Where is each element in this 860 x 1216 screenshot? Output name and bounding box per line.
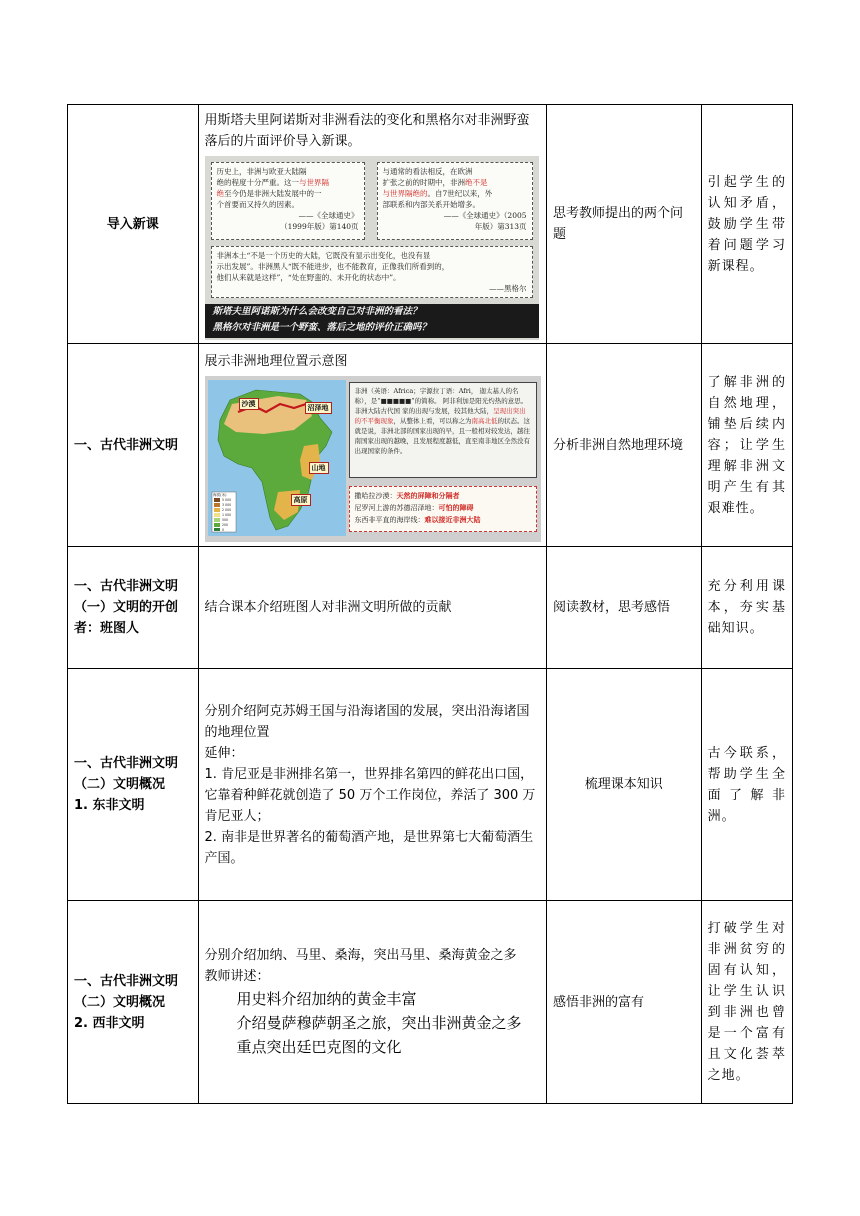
row5-substage: （二）文明概况 <box>74 994 166 1010</box>
map-label-swamp: 沼泽地 <box>305 402 332 414</box>
row3-activity: 阅读教材，思考感悟 <box>552 600 670 615</box>
row2-activity-cell <box>546 344 701 547</box>
quote-box-b: 与通常的看法相反，在欧洲 扩张之前的时期中，非洲绝不是 与世界隔绝的。自7世纪以来，外 部联系和内部关系开始增多。 ——《全球通史》（2005 年版）第313页 <box>377 162 533 240</box>
table-row <box>68 669 793 901</box>
row4-section: 1. 东非文明 <box>74 798 145 813</box>
table-row <box>68 344 793 547</box>
quote-box-a: 历史上，非洲与欧亚大陆隔 绝的程度十分严重。这一与世界隔 绝至今仍是非洲大陆发展中的一 个首要而又持久的因素。 ——《全球通史》 （1999年版）第140页 <box>211 162 365 240</box>
elev-value: 500 <box>221 517 228 522</box>
row4-activity-cell <box>546 669 701 901</box>
row4-line: 1. 肯尼亚是非洲排名第一，世界排名第四的鲜花出口国，它靠着种鲜花就创造了 50 万个工作岗位，养活了 300 万肯尼亚人； <box>204 766 536 824</box>
row4-line: 分别介绍阿克苏姆王国与沿海诸国的发展，突出沿海诸国的地理位置 <box>204 703 530 740</box>
row5-stage: 一、古代非洲文明 <box>74 973 179 989</box>
row5-activity-cell <box>546 901 701 1104</box>
row4-content-cell <box>198 669 546 901</box>
row1-activity: 思考教师提出的两个问题 <box>552 206 683 242</box>
row4-line: 延伸： <box>204 745 244 761</box>
row5-line: 教师讲述： <box>204 969 270 984</box>
row4-substage: （二）文明概况 <box>74 777 166 792</box>
row1-stage: 导入新课 <box>106 216 159 232</box>
row5-line: 介绍曼萨穆萨朝圣之旅，突出非洲黄金之多 <box>236 1014 522 1032</box>
row1-intent: 引起学生的认知矛盾，鼓励学生带着问题学习新课程。 <box>707 174 786 274</box>
map-label-plateau: 高原 <box>291 494 311 506</box>
africa-map-image <box>205 376 541 542</box>
row2-content-cell <box>198 344 546 547</box>
row2-stage-cell <box>68 344 199 547</box>
elev-value: 200 <box>221 522 228 527</box>
elev-value: 0 <box>221 527 224 532</box>
table-row <box>68 105 793 344</box>
map-label-desert: 沙漠 <box>239 398 259 410</box>
question-banner: 斯塔夫里阿诺斯为什么会改变自己对非洲的看法？ 黑格尔对非洲是一个野蛮、落后之地的评价正确吗？ <box>205 304 539 338</box>
quote-image <box>205 156 539 340</box>
row5-content-cell <box>198 901 546 1104</box>
row2-activity: 分析非洲自然地理环境 <box>552 437 683 453</box>
row5-line: 分别介绍加纳、马里、桑海，突出马里、桑海黄金之多 <box>204 948 517 963</box>
row1-content-cell <box>198 105 546 344</box>
row5-line: 重点突出廷巴克图的文化 <box>236 1038 402 1056</box>
row3-intent-cell <box>701 547 792 669</box>
row4-intent-cell <box>701 669 792 901</box>
row5-stage-cell <box>68 901 199 1104</box>
row3-content-text: 结合课本介绍班图人对非洲文明所做的贡献 <box>204 600 452 615</box>
elev-value: 2 000 <box>221 507 231 512</box>
table-row <box>68 901 793 1104</box>
row5-intent-cell <box>701 901 792 1104</box>
elev-value: 1 000 <box>221 512 231 517</box>
row5-intent: 打破学生对非洲贫穷的固有认知，让学生认识到非洲也曾是一个富有且文化荟萃之地。 <box>707 921 786 1083</box>
row3-stage-cell <box>68 547 199 669</box>
row1-activity-cell <box>546 105 701 344</box>
row5-activity: 感悟非洲的富有 <box>552 994 644 1010</box>
row4-activity: 梳理课本知识 <box>584 777 663 792</box>
row4-line: 2. 南非是世界著名的葡萄酒产地，是世界第七大葡萄酒生产国。 <box>204 829 534 866</box>
table-row <box>68 547 793 669</box>
lesson-plan-table <box>67 104 793 1104</box>
row3-intent: 充分利用课本，夯实基础知识。 <box>707 579 786 636</box>
row3-content-cell <box>198 547 546 669</box>
row1-intent-cell <box>701 105 792 344</box>
row2-intent-cell <box>701 344 792 547</box>
row1-stage-cell <box>68 105 199 344</box>
row3-activity-cell <box>546 547 701 669</box>
quote-box-hegel: 非洲本土“不是一个历史的大陆，它既没有显示出变化，也没有显 示出发展”。非洲黑人“既不能进步，也不能教育，正像我们所看到的， 他们从来就是这样”，“处在野蛮的、未开化的状态中”。 ——黑格尔 <box>211 246 533 298</box>
row4-intent: 古今联系，帮助学生全面了解非洲。 <box>707 745 786 824</box>
row3-substage: （一）文明的开创者：班图人 <box>74 600 179 636</box>
row4-stage-cell <box>68 669 199 901</box>
row2-intent: 了解非洲的自然地理，铺垫后续内容；让学生理解非洲文明产生有其艰难性。 <box>707 374 786 516</box>
row1-content-text: 用斯塔夫里阿诺斯对非洲看法的变化和黑格尔对非洲野蛮落后的片面评价导入新课。 <box>204 113 530 149</box>
row5-line: 用史料介绍加纳的黄金丰富 <box>236 990 417 1008</box>
barrier-notes: 撒哈拉沙漠：天然的屏障和分隔者 尼罗河上游的苏德沼泽地：可怕的障碍 东西非平直的海岸线：难以接近非洲大陆 <box>349 486 537 532</box>
elevation-legend-title: 海拔(米) <box>212 492 227 497</box>
map-label-mountain: 山地 <box>309 462 329 474</box>
elev-value: 3 000 <box>221 502 231 507</box>
row4-stage: 一、古代非洲文明 <box>74 756 179 771</box>
row2-content-text: 展示非洲地理位置示意图 <box>204 353 348 369</box>
africa-description: 非洲（英语：Africa；字源拉丁语：Afri， 迦太基人的名称），是“■■■■■”的简称。 阿非利加是阳光灼热的意思。非洲大陆古代国 家的出现与发展，较其他大陆，呈现出突出的不平衡现象，从整体上看，可以称之为南高北低的状态。这就是说，非洲北部的国家出现的早，且一般相对较发达，越往南国家出现的越晚，且发展程度越低，直至南非地区全然没有出现国家的条件。 <box>349 382 537 478</box>
row3-stage: 一、古代非洲文明 <box>74 579 179 594</box>
row2-stage: 一、古代非洲文明 <box>74 437 179 453</box>
row5-section: 2. 西非文明 <box>74 1015 145 1031</box>
elev-value: 5 000 <box>221 497 231 502</box>
